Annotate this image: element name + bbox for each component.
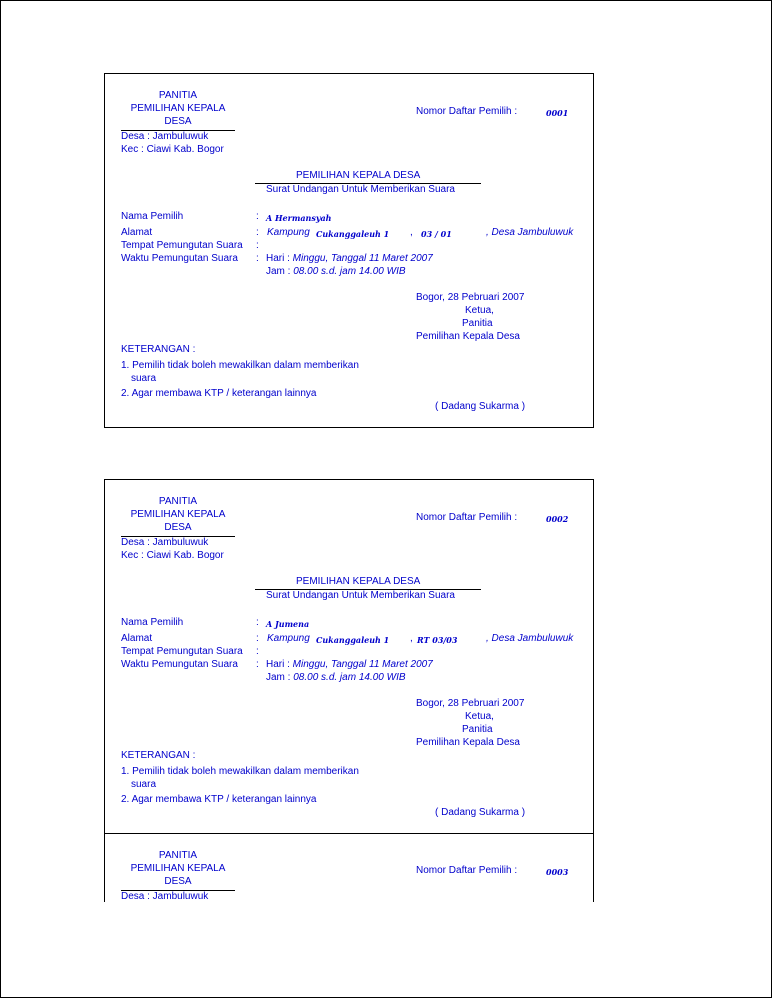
committee-line-3: DESA <box>164 876 192 887</box>
colon: : <box>256 646 259 657</box>
voter-name-label: Nama Pemilih <box>121 211 184 222</box>
colon: : <box>256 659 259 670</box>
address-kampung-name: Cukanggaleuh 1 <box>316 229 390 239</box>
address-rt-rw: 03 / 01 <box>421 229 452 239</box>
committee-header <box>121 495 235 534</box>
signature-panitia: Panitia <box>462 318 493 329</box>
address-kampung-name: Cukanggaleuh 1 <box>316 635 390 645</box>
notes-heading: KETERANGAN : <box>121 344 196 355</box>
polling-day <box>266 659 433 671</box>
address-label: Alamat <box>121 227 153 238</box>
address-comma: , <box>410 227 413 238</box>
polling-place-label: Tempat Pemungutan Suara <box>121 240 243 251</box>
colon: : <box>256 227 259 238</box>
signature-ketua: Ketua, <box>465 305 494 316</box>
signature-committee: Pemilihan Kepala Desa <box>416 331 520 342</box>
village-label: Desa : Jambuluwuk <box>121 537 209 548</box>
committee-line-1: PANITIA <box>158 90 198 101</box>
village-label: Desa : Jambuluwuk <box>121 131 209 142</box>
hours-prefix: Jam : <box>266 266 294 277</box>
voter-number-label: Nomor Daftar Pemilih : <box>416 512 518 523</box>
voter-name-label: Nama Pemilih <box>121 617 184 628</box>
colon: : <box>256 253 259 264</box>
invitation-card <box>104 73 594 428</box>
polling-place-label: Tempat Pemungutan Suara <box>121 646 243 657</box>
day-value: Minggu, Tanggal 11 Maret 2007 <box>292 659 433 670</box>
voter-number: 0001 <box>546 108 569 118</box>
hours-value: 08.00 s.d. jam 14.00 WIB <box>293 672 406 683</box>
letter-subtitle: Surat Undangan Untuk Memberikan Suara <box>266 590 455 601</box>
address-rt-rw: RT 03/03 <box>417 635 458 645</box>
colon: : <box>256 211 259 222</box>
day-prefix: Hari : <box>266 253 293 264</box>
committee-line-3: DESA <box>164 116 192 127</box>
colon: : <box>256 240 259 251</box>
day-value: Minggu, Tanggal 11 Maret 2007 <box>292 253 433 264</box>
voter-name: A Hermansyah <box>266 213 332 223</box>
note-2: 2. Agar membawa KTP / keterangan lainnya <box>121 794 317 805</box>
day-prefix: Hari : <box>266 659 293 670</box>
voter-number-label: Nomor Daftar Pemilih : <box>416 106 518 117</box>
note-1-cont: suara <box>131 779 157 790</box>
note-2: 2. Agar membawa KTP / keterangan lainnya <box>121 388 317 399</box>
polling-day <box>266 253 433 265</box>
letter-title: PEMILIHAN KEPALA DESA <box>296 576 421 587</box>
address-label: Alamat <box>121 633 153 644</box>
address-kampung: Kampung <box>267 227 310 238</box>
committee-header <box>121 89 235 128</box>
letter-subtitle: Surat Undangan Untuk Memberikan Suara <box>266 184 455 195</box>
address-comma: , <box>410 633 413 644</box>
signature-ketua: Ketua, <box>465 711 494 722</box>
signature-committee: Pemilihan Kepala Desa <box>416 737 520 748</box>
invitation-card <box>104 833 594 902</box>
district-label: Kec : Ciawi Kab. Bogor <box>121 550 224 561</box>
committee-header <box>121 849 235 888</box>
signature-place-date: Bogor, 28 Pebruari 2007 <box>416 698 525 709</box>
polling-time-label: Waktu Pemungutan Suara <box>121 659 238 670</box>
note-1: 1. Pemilih tidak boleh mewakilkan dalam memberikan <box>121 766 359 777</box>
signature-panitia: Panitia <box>462 724 493 735</box>
signatory-name: ( Dadang Sukarma ) <box>435 807 526 818</box>
committee-line-3: DESA <box>164 522 192 533</box>
address-kampung: Kampung <box>267 633 310 644</box>
committee-line-1: PANITIA <box>158 496 198 507</box>
committee-line-2: PEMILIHAN KEPALA <box>130 863 226 874</box>
voter-number-label: Nomor Daftar Pemilih : <box>416 865 518 876</box>
hours-value: 08.00 s.d. jam 14.00 WIB <box>293 266 406 277</box>
voter-name: A Jumena <box>266 619 310 629</box>
voter-number: 0003 <box>546 867 569 877</box>
committee-line-2: PEMILIHAN KEPALA <box>130 103 226 114</box>
signature-place-date: Bogor, 28 Pebruari 2007 <box>416 292 525 303</box>
committee-line-2: PEMILIHAN KEPALA <box>130 509 226 520</box>
note-1-cont: suara <box>131 373 157 384</box>
signatory-name: ( Dadang Sukarma ) <box>435 401 526 412</box>
notes-heading: KETERANGAN : <box>121 750 196 761</box>
committee-line-1: PANITIA <box>158 850 198 861</box>
polling-hours <box>266 672 406 684</box>
invitation-card <box>104 479 594 834</box>
polling-time-label: Waktu Pemungutan Suara <box>121 253 238 264</box>
colon: : <box>256 633 259 644</box>
polling-hours <box>266 266 406 278</box>
letter-title: PEMILIHAN KEPALA DESA <box>296 170 421 181</box>
address-village: , Desa Jambuluwuk <box>486 227 574 238</box>
district-label: Kec : Ciawi Kab. Bogor <box>121 144 224 155</box>
voter-number: 0002 <box>546 514 569 524</box>
note-1: 1. Pemilih tidak boleh mewakilkan dalam memberikan <box>121 360 359 371</box>
hours-prefix: Jam : <box>266 672 294 683</box>
colon: : <box>256 617 259 628</box>
village-label: Desa : Jambuluwuk <box>121 891 209 902</box>
address-village: , Desa Jambuluwuk <box>486 633 574 644</box>
